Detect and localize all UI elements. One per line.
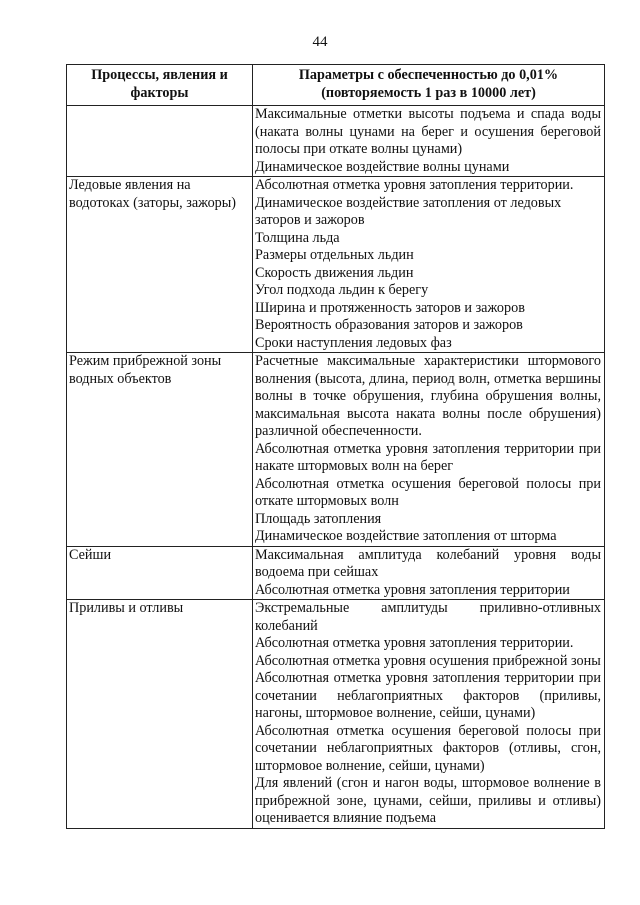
- param-item: Для явлений (сгон и нагон воды, штормовое волнение в прибрежной зоне, цунами, сейши, приливы и отливы) оценивается влияние подъема: [255, 775, 601, 826]
- param-item: Абсолютная отметка уровня затопления территории.: [255, 177, 574, 193]
- param-item: Угол подхода льдин к берегу: [255, 282, 429, 298]
- param-item: Толщина льда: [255, 229, 340, 246]
- parameters-table: [66, 64, 605, 829]
- params-cell: [253, 353, 605, 547]
- param-item: Максимальные отметки высоты подъема и спада воды (наката волны цунами на берег и осушения береговой полосы при откате волны цунами): [255, 106, 601, 157]
- param-item: Площадь затопления: [255, 510, 382, 527]
- param-item: Абсолютная отметка уровня осушения прибрежной зоны: [255, 652, 601, 669]
- process-cell: Сейши: [67, 546, 253, 600]
- param-item: Динамическое воздействие затопления от шторма: [255, 528, 557, 544]
- param-item: Абсолютная отметка осушения береговой полосы при откате штормовых волн: [255, 475, 601, 509]
- header-processes: [67, 65, 253, 106]
- header-parameters: [253, 65, 605, 106]
- param-item: Абсолютная отметка осушения береговой полосы при сочетании неблагоприятных факторов (отливы, сгон, штормовое волнение, сейши, цунами): [255, 722, 601, 774]
- params-cell: [253, 600, 605, 829]
- process-cell: [67, 106, 253, 177]
- param-item: Абсолютная отметка уровня затопления территории при сочетании неблагоприятных факторов (приливы, нагоны, штормовое волнение, сейши, цунами): [255, 670, 601, 721]
- param-item: Абсолютная отметка уровня затопления территории.: [255, 635, 574, 651]
- header-processes-line1: Процессы, явления и: [91, 67, 228, 83]
- param-item: Скорость движения льдин: [255, 264, 414, 281]
- params-cell: [253, 177, 605, 353]
- page-number: 44: [312, 34, 328, 50]
- process-cell: Приливы и отливы: [67, 600, 253, 829]
- param-item: Абсолютная отметка уровня затопления территории при накате штормовых волн на берег: [255, 440, 601, 474]
- param-item: Размеры отдельных льдин: [255, 247, 414, 263]
- table-header-row: [67, 65, 605, 106]
- table-row: [67, 177, 605, 353]
- table-row: [67, 353, 605, 547]
- param-item: Вероятность образования заторов и зажоров: [255, 317, 523, 333]
- header-parameters-line1: Параметры с обеспеченностью до 0,01%: [298, 67, 559, 83]
- process-cell: Ледовые явления на водотоках (заторы, зажоры): [67, 177, 253, 353]
- param-item: Ширина и протяженность заторов и зажоров: [255, 299, 525, 316]
- table-row: [67, 106, 605, 177]
- param-item: Абсолютная отметка уровня затопления территории: [255, 581, 570, 598]
- param-item: Максимальная амплитуда колебаний уровня воды водоема при сейшах: [255, 546, 601, 580]
- param-item: Динамическое воздействие волны цунами: [255, 158, 510, 175]
- table-row: [67, 546, 605, 600]
- param-item: Экстремальные амплитуды приливно-отливных колебаний: [255, 600, 601, 634]
- param-item: Динамическое воздействие затопления от ледовых заторов и зажоров: [255, 194, 562, 228]
- params-cell: [253, 106, 605, 177]
- header-processes-line2: факторы: [130, 85, 189, 101]
- params-cell: [253, 546, 605, 600]
- table-row: [67, 600, 605, 829]
- param-item: Расчетные максимальные характеристики штормового волнения (высота, длина, период волн, отметка вершины волны в точке обрушения, глубина обрушения волны, максимальная высота наката волны после обрушения) различной обеспеченности.: [255, 353, 601, 439]
- header-parameters-line2: (повторяемость 1 раз в 10000 лет): [321, 85, 536, 101]
- param-item: Сроки наступления ледовых фаз: [255, 334, 452, 351]
- process-cell: Режим прибрежной зоны водных объектов: [67, 353, 253, 547]
